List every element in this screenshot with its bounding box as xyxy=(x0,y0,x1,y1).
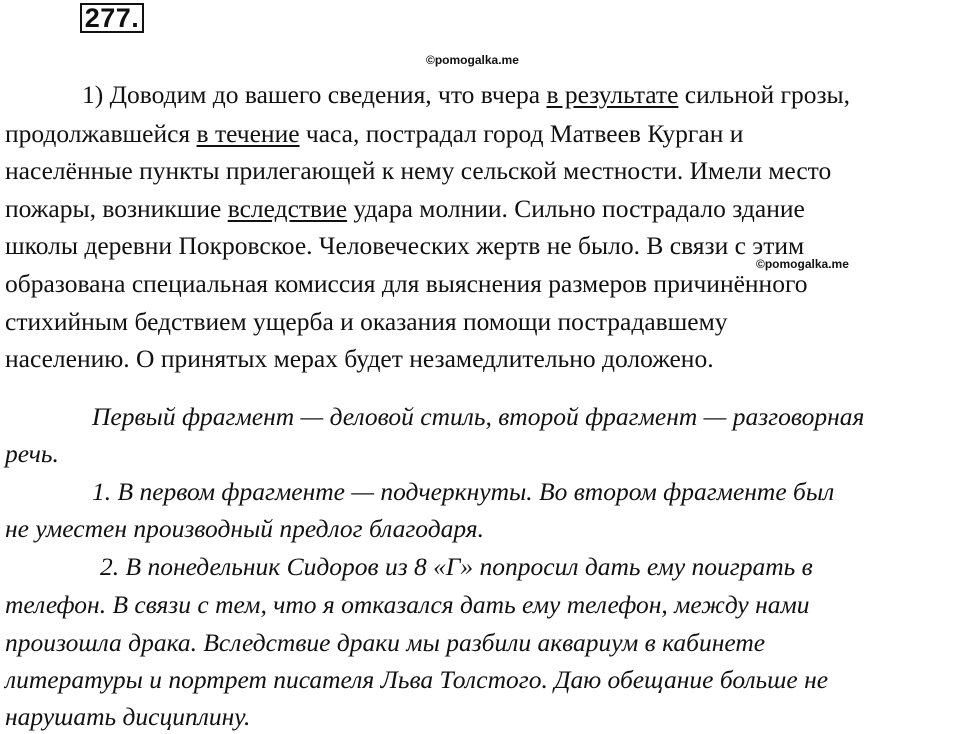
text-line: населённые пункты прилегающей к нему сельской местности. Имели место xyxy=(5,156,832,185)
answer-line: речь. xyxy=(5,439,59,468)
text-line: стихийным бедствием ущерба и оказания помощи пострадавшему xyxy=(5,307,728,336)
watermark: ©pomogalka.me xyxy=(756,257,849,271)
underlined-preposition: в результате xyxy=(546,80,679,109)
answer-line: Первый фрагмент — деловой стиль, второй фрагмент — разговорная xyxy=(92,402,865,431)
text-line: пожары, возникшие вследствие удара молнии. Сильно пострадало здание xyxy=(5,194,805,223)
answer-line: не уместен производный предлог благодаря. xyxy=(5,514,485,543)
text-line: продолжавшейся в течение часа, пострадал город Матвеев Курган и xyxy=(5,119,744,148)
underlined-preposition: вследствие xyxy=(227,194,348,223)
answer-line: 2. В понедельник Сидоров из 8 «Г» попросил дать ему поиграть в xyxy=(100,552,813,581)
task-number: 277. xyxy=(80,3,144,33)
text-line: населению. О принятых мерах будет незамедлительно доложено. xyxy=(5,344,714,373)
answer-line: телефон. В связи с тем, что я отказался дать ему телефон, между нами xyxy=(5,590,810,619)
text-line: образована специальная комиссия для выяснения размеров причинённого xyxy=(5,269,808,298)
text-line: 1) Доводим до вашего сведения, что вчера в результате сильной грозы, xyxy=(82,80,851,109)
answer-line: произошла драка. Вследствие драки мы разбили аквариум в кабинете xyxy=(5,628,766,657)
answer-line: нарушать дисциплину. xyxy=(5,702,251,731)
answer-line: 1. В первом фрагменте — подчеркнуты. Во втором фрагменте был xyxy=(92,477,835,506)
answer-line: литературы и портрет писателя Льва Толстого. Даю обещание больше не xyxy=(5,665,829,694)
watermark: ©pomogalka.me xyxy=(426,53,519,67)
underlined-preposition: в течение xyxy=(196,119,300,148)
text-line: школы деревни Покровское. Человеческих жертв не было. В связи с этим xyxy=(5,231,805,260)
